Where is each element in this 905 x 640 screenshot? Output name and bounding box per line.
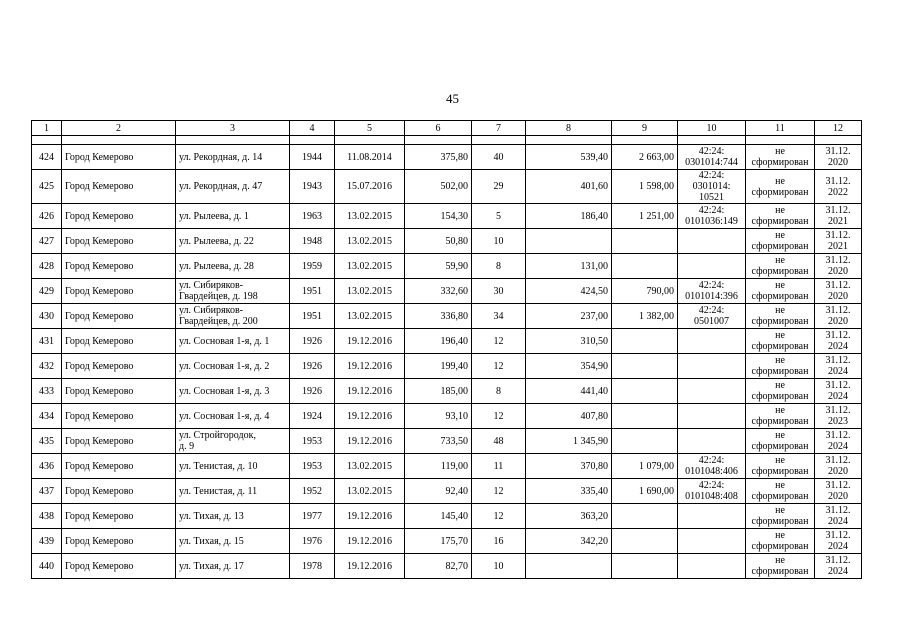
status-cell: не сформирован — [746, 304, 815, 329]
column-9-cell — [612, 554, 678, 579]
deadline-cell: 31.12. 2024 — [815, 504, 862, 529]
table-row — [32, 279, 862, 304]
column-7-cell: 29 — [472, 170, 526, 204]
city-cell: Город Кемерово — [62, 170, 176, 204]
column-9-cell: 1 079,00 — [612, 454, 678, 479]
status-cell: не сформирован — [746, 329, 815, 354]
row-number-cell: 437 — [32, 479, 62, 504]
column-8-cell: 131,00 — [526, 254, 612, 279]
area-cell: 93,10 — [405, 404, 472, 429]
city-cell: Город Кемерово — [62, 454, 176, 479]
city-cell: Город Кемерово — [62, 229, 176, 254]
status-cell: не сформирован — [746, 279, 815, 304]
column-9-cell — [612, 329, 678, 354]
area-cell: 502,00 — [405, 170, 472, 204]
date-cell: 19.12.2016 — [335, 404, 405, 429]
year-cell: 1926 — [290, 329, 335, 354]
status-cell: не сформирован — [746, 170, 815, 204]
table-row — [32, 454, 862, 479]
column-9-cell — [612, 429, 678, 454]
cadastral-number-cell: 42:24: 0101014:396 — [678, 279, 746, 304]
area-cell: 199,40 — [405, 354, 472, 379]
column-7-cell: 8 — [472, 254, 526, 279]
date-cell: 19.12.2016 — [335, 554, 405, 579]
row-number-cell: 432 — [32, 354, 62, 379]
city-cell: Город Кемерово — [62, 279, 176, 304]
status-cell: не сформирован — [746, 554, 815, 579]
column-9-cell — [612, 254, 678, 279]
deadline-cell: 31.12. 2024 — [815, 379, 862, 404]
area-cell: 196,40 — [405, 329, 472, 354]
column-number: 7 — [472, 121, 526, 136]
column-8-cell: 424,50 — [526, 279, 612, 304]
date-cell: 13.02.2015 — [335, 304, 405, 329]
city-cell: Город Кемерово — [62, 529, 176, 554]
address-cell: ул. Сибиряков- Гвардейцев, д. 200 — [176, 304, 290, 329]
address-cell: ул. Сосновая 1-я, д. 4 — [176, 404, 290, 429]
area-cell: 185,00 — [405, 379, 472, 404]
address-cell: ул. Сосновая 1-я, д. 2 — [176, 354, 290, 379]
table-row — [32, 479, 862, 504]
area-cell: 145,40 — [405, 504, 472, 529]
housing-registry-table — [31, 120, 862, 579]
column-8-cell: 370,80 — [526, 454, 612, 479]
deadline-cell: 31.12. 2024 — [815, 329, 862, 354]
address-cell: ул. Сибиряков- Гвардейцев, д. 198 — [176, 279, 290, 304]
column-9-cell — [612, 229, 678, 254]
deadline-cell: 31.12. 2021 — [815, 229, 862, 254]
column-number: 6 — [405, 121, 472, 136]
row-number-cell: 426 — [32, 204, 62, 229]
date-cell: 13.02.2015 — [335, 479, 405, 504]
cadastral-number-cell — [678, 504, 746, 529]
status-cell: не сформирован — [746, 354, 815, 379]
column-7-cell: 10 — [472, 554, 526, 579]
column-8-cell — [526, 554, 612, 579]
deadline-cell: 31.12. 2024 — [815, 354, 862, 379]
row-number-cell: 429 — [32, 279, 62, 304]
year-cell: 1926 — [290, 354, 335, 379]
address-cell: ул. Сосновая 1-я, д. 1 — [176, 329, 290, 354]
year-cell: 1924 — [290, 404, 335, 429]
table-row — [32, 145, 862, 170]
table-row — [32, 229, 862, 254]
table-row — [32, 529, 862, 554]
table-row — [32, 404, 862, 429]
year-cell: 1952 — [290, 479, 335, 504]
table-row — [32, 304, 862, 329]
year-cell: 1959 — [290, 254, 335, 279]
column-number: 2 — [62, 121, 176, 136]
city-cell: Город Кемерово — [62, 204, 176, 229]
address-cell: ул. Рекордная, д. 47 — [176, 170, 290, 204]
status-cell: не сформирован — [746, 479, 815, 504]
deadline-cell: 31.12. 2024 — [815, 529, 862, 554]
column-9-cell — [612, 404, 678, 429]
column-number: 3 — [176, 121, 290, 136]
city-cell: Город Кемерово — [62, 479, 176, 504]
status-cell: не сформирован — [746, 454, 815, 479]
column-number: 5 — [335, 121, 405, 136]
city-cell: Город Кемерово — [62, 254, 176, 279]
date-cell: 13.02.2015 — [335, 454, 405, 479]
deadline-cell: 31.12. 2021 — [815, 204, 862, 229]
row-number-cell: 424 — [32, 145, 62, 170]
column-9-cell: 1 598,00 — [612, 170, 678, 204]
address-cell: ул. Рылеева, д. 28 — [176, 254, 290, 279]
cadastral-number-cell — [678, 329, 746, 354]
date-cell: 19.12.2016 — [335, 379, 405, 404]
row-number-cell: 435 — [32, 429, 62, 454]
column-number: 8 — [526, 121, 612, 136]
column-8-cell: 407,80 — [526, 404, 612, 429]
address-cell: ул. Тихая, д. 13 — [176, 504, 290, 529]
column-7-cell: 12 — [472, 504, 526, 529]
area-cell: 59,90 — [405, 254, 472, 279]
column-number-row — [32, 121, 862, 136]
city-cell: Город Кемерово — [62, 429, 176, 454]
area-cell: 92,40 — [405, 479, 472, 504]
row-number-cell: 425 — [32, 170, 62, 204]
row-number-cell: 428 — [32, 254, 62, 279]
date-cell: 15.07.2016 — [335, 170, 405, 204]
column-8-cell: 441,40 — [526, 379, 612, 404]
cadastral-number-cell: 42:24: 0101048:408 — [678, 479, 746, 504]
area-cell: 175,70 — [405, 529, 472, 554]
city-cell: Город Кемерово — [62, 304, 176, 329]
deadline-cell: 31.12. 2020 — [815, 279, 862, 304]
column-9-cell: 1 690,00 — [612, 479, 678, 504]
row-number-cell: 427 — [32, 229, 62, 254]
column-number: 1 — [32, 121, 62, 136]
column-9-cell: 790,00 — [612, 279, 678, 304]
column-7-cell: 30 — [472, 279, 526, 304]
address-cell: ул. Стройгородок, д. 9 — [176, 429, 290, 454]
header-spacer-row — [32, 136, 862, 145]
column-8-cell: 335,40 — [526, 479, 612, 504]
page-number: 45 — [446, 91, 459, 106]
table-row — [32, 504, 862, 529]
date-cell: 19.12.2016 — [335, 429, 405, 454]
deadline-cell: 31.12. 2020 — [815, 304, 862, 329]
date-cell: 19.12.2016 — [335, 329, 405, 354]
column-7-cell: 12 — [472, 404, 526, 429]
column-8-cell: 310,50 — [526, 329, 612, 354]
area-cell: 50,80 — [405, 229, 472, 254]
deadline-cell: 31.12. 2020 — [815, 454, 862, 479]
column-9-cell: 2 663,00 — [612, 145, 678, 170]
city-cell: Город Кемерово — [62, 404, 176, 429]
cadastral-number-cell: 42:24: 0101036:149 — [678, 204, 746, 229]
year-cell: 1953 — [290, 429, 335, 454]
date-cell: 11.08.2014 — [335, 145, 405, 170]
status-cell: не сформирован — [746, 429, 815, 454]
address-cell: ул. Тенистая, д. 10 — [176, 454, 290, 479]
row-number-cell: 440 — [32, 554, 62, 579]
column-7-cell: 34 — [472, 304, 526, 329]
column-9-cell — [612, 379, 678, 404]
row-number-cell: 439 — [32, 529, 62, 554]
row-number-cell: 434 — [32, 404, 62, 429]
year-cell: 1948 — [290, 229, 335, 254]
row-number-cell: 430 — [32, 304, 62, 329]
column-7-cell: 48 — [472, 429, 526, 454]
year-cell: 1926 — [290, 379, 335, 404]
column-number: 9 — [612, 121, 678, 136]
address-cell: ул. Рылеева, д. 1 — [176, 204, 290, 229]
table-row — [32, 354, 862, 379]
deadline-cell: 31.12. 2020 — [815, 145, 862, 170]
status-cell: не сформирован — [746, 229, 815, 254]
address-cell: ул. Тенистая, д. 11 — [176, 479, 290, 504]
address-cell: ул. Тихая, д. 17 — [176, 554, 290, 579]
column-7-cell: 16 — [472, 529, 526, 554]
column-8-cell: 401,60 — [526, 170, 612, 204]
table-row — [32, 554, 862, 579]
cadastral-number-cell — [678, 379, 746, 404]
status-cell: не сформирован — [746, 404, 815, 429]
cadastral-number-cell — [678, 429, 746, 454]
deadline-cell: 31.12. 2022 — [815, 170, 862, 204]
area-cell: 733,50 — [405, 429, 472, 454]
table-row — [32, 429, 862, 454]
date-cell: 19.12.2016 — [335, 354, 405, 379]
column-8-cell: 539,40 — [526, 145, 612, 170]
column-9-cell — [612, 504, 678, 529]
row-number-cell: 436 — [32, 454, 62, 479]
area-cell: 154,30 — [405, 204, 472, 229]
cadastral-number-cell: 42:24: 0301014: 10521 — [678, 170, 746, 204]
deadline-cell: 31.12. 2023 — [815, 404, 862, 429]
cadastral-number-cell — [678, 254, 746, 279]
column-7-cell: 11 — [472, 454, 526, 479]
year-cell: 1977 — [290, 504, 335, 529]
cadastral-number-cell — [678, 229, 746, 254]
date-cell: 13.02.2015 — [335, 279, 405, 304]
year-cell: 1951 — [290, 279, 335, 304]
table-row — [32, 254, 862, 279]
date-cell: 13.02.2015 — [335, 229, 405, 254]
cadastral-number-cell: 42:24: 0501007 — [678, 304, 746, 329]
column-8-cell: 1 345,90 — [526, 429, 612, 454]
column-9-cell: 1 382,00 — [612, 304, 678, 329]
cadastral-number-cell — [678, 554, 746, 579]
column-9-cell: 1 251,00 — [612, 204, 678, 229]
row-number-cell: 433 — [32, 379, 62, 404]
city-cell: Город Кемерово — [62, 504, 176, 529]
cadastral-number-cell — [678, 529, 746, 554]
column-8-cell — [526, 229, 612, 254]
city-cell: Город Кемерово — [62, 554, 176, 579]
column-7-cell: 5 — [472, 204, 526, 229]
year-cell: 1953 — [290, 454, 335, 479]
city-cell: Город Кемерово — [62, 145, 176, 170]
column-9-cell — [612, 354, 678, 379]
status-cell: не сформирован — [746, 379, 815, 404]
cadastral-number-cell — [678, 354, 746, 379]
cadastral-number-cell — [678, 404, 746, 429]
area-cell: 332,60 — [405, 279, 472, 304]
date-cell: 13.02.2015 — [335, 204, 405, 229]
date-cell: 19.12.2016 — [335, 504, 405, 529]
row-number-cell: 438 — [32, 504, 62, 529]
city-cell: Город Кемерово — [62, 354, 176, 379]
address-cell: ул. Рылеева, д. 22 — [176, 229, 290, 254]
table-row — [32, 204, 862, 229]
year-cell: 1943 — [290, 170, 335, 204]
status-cell: не сформирован — [746, 254, 815, 279]
year-cell: 1976 — [290, 529, 335, 554]
table-row — [32, 379, 862, 404]
cadastral-number-cell: 42:24: 0101048:406 — [678, 454, 746, 479]
row-number-cell: 431 — [32, 329, 62, 354]
year-cell: 1963 — [290, 204, 335, 229]
deadline-cell: 31.12. 2020 — [815, 479, 862, 504]
column-9-cell — [612, 529, 678, 554]
column-8-cell: 186,40 — [526, 204, 612, 229]
year-cell: 1951 — [290, 304, 335, 329]
deadline-cell: 31.12. 2024 — [815, 429, 862, 454]
column-7-cell: 10 — [472, 229, 526, 254]
city-cell: Город Кемерово — [62, 329, 176, 354]
column-7-cell: 12 — [472, 354, 526, 379]
column-number: 4 — [290, 121, 335, 136]
table-row — [32, 329, 862, 354]
address-cell: ул. Сосновая 1-я, д. 3 — [176, 379, 290, 404]
area-cell: 119,00 — [405, 454, 472, 479]
column-7-cell: 40 — [472, 145, 526, 170]
column-8-cell: 354,90 — [526, 354, 612, 379]
status-cell: не сформирован — [746, 204, 815, 229]
area-cell: 375,80 — [405, 145, 472, 170]
area-cell: 82,70 — [405, 554, 472, 579]
column-number: 11 — [746, 121, 815, 136]
status-cell: не сформирован — [746, 529, 815, 554]
column-number: 10 — [678, 121, 746, 136]
status-cell: не сформирован — [746, 145, 815, 170]
column-8-cell: 237,00 — [526, 304, 612, 329]
column-8-cell: 363,20 — [526, 504, 612, 529]
column-8-cell: 342,20 — [526, 529, 612, 554]
column-7-cell: 8 — [472, 379, 526, 404]
deadline-cell: 31.12. 2024 — [815, 554, 862, 579]
address-cell: ул. Тихая, д. 15 — [176, 529, 290, 554]
date-cell: 13.02.2015 — [335, 254, 405, 279]
column-7-cell: 12 — [472, 479, 526, 504]
date-cell: 19.12.2016 — [335, 529, 405, 554]
column-number: 12 — [815, 121, 862, 136]
address-cell: ул. Рекордная, д. 14 — [176, 145, 290, 170]
status-cell: не сформирован — [746, 504, 815, 529]
deadline-cell: 31.12. 2020 — [815, 254, 862, 279]
area-cell: 336,80 — [405, 304, 472, 329]
city-cell: Город Кемерово — [62, 379, 176, 404]
table-row — [32, 170, 862, 204]
year-cell: 1978 — [290, 554, 335, 579]
year-cell: 1944 — [290, 145, 335, 170]
column-7-cell: 12 — [472, 329, 526, 354]
cadastral-number-cell: 42:24: 0301014:744 — [678, 145, 746, 170]
